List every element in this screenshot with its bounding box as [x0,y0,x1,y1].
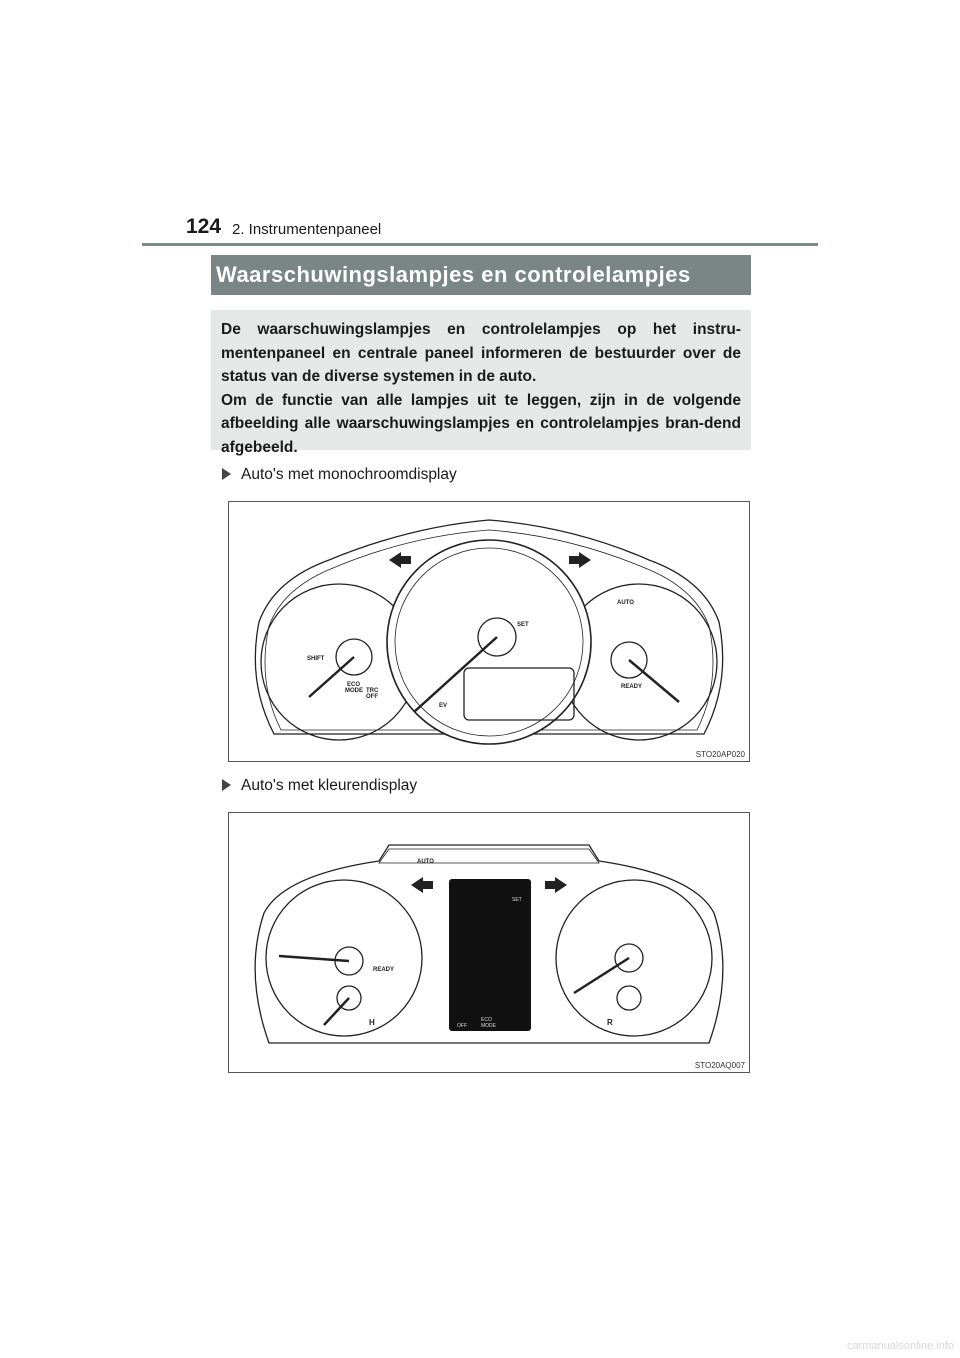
label-mode: MODE [345,688,363,694]
label-mode: MODE [481,1023,496,1029]
figure-code: STO20AP020 [695,750,745,759]
figure-code: STO20AQ007 [694,1061,745,1070]
label-ready: READY [373,967,395,973]
header-rule [142,243,818,246]
figure-monochrome-cluster [228,501,750,762]
label-set: SET [512,897,522,903]
page-number: 124 [186,215,222,238]
left-needle [279,956,349,961]
left-gauge [266,880,422,1036]
triangle-bullet-icon [222,779,231,791]
label-r: R [607,1018,613,1027]
left-lower-needle [324,998,349,1025]
label-eco: ECO [481,1017,492,1023]
turn-left-arrow-icon [411,877,433,893]
turn-right-arrow-icon [569,552,591,568]
top-strip [379,849,599,863]
caption-text: Auto's met kleurendisplay [241,777,418,794]
right-needle [574,958,629,993]
label-shift: SHIFT [307,656,325,662]
intro-paragraph-2: Om de functie van alle lampjes uit te leggen, zijn in de volgende afbeelding alle waarschuwingslampjes en controlelampjes bran-dend afgebeeld. [221,391,741,456]
label-off: OFF [457,1023,467,1029]
chapter-title: 2. Instrumentenpaneel [232,221,382,238]
cluster-illustration [229,813,749,1072]
turn-left-arrow-icon [389,552,411,568]
turn-right-arrow-icon [545,877,567,893]
label-set: SET [517,622,529,628]
intro-paragraph-1: De waarschuwingslampjes en controlelampjes op het instru-mentenpaneel en centrale paneel informeren de bestuurder over de status van de diverse systemen in de auto. [221,321,741,385]
label-auto: AUTO [617,600,634,606]
section-title: Waarschuwingslampjes en controlelampjes [211,255,751,295]
watermark: carmanualsonline.info [846,1340,954,1352]
figure-caption-monochrome [222,466,457,484]
intro-box [211,310,751,456]
figure-caption-color [222,777,417,795]
label-eco: ECO [347,682,361,688]
label-ready: READY [621,684,643,690]
right-gauge [556,880,712,1036]
label-trc: TRC [366,688,379,694]
center-gauge [387,540,591,744]
label-off: OFF [366,694,378,700]
figure-color-cluster [228,812,750,1073]
right-lower-hub [617,986,641,1010]
label-h: H [369,1018,375,1027]
right-needle [629,660,679,702]
cluster-illustration [229,502,749,761]
label-auto: AUTO [417,859,434,865]
label-ev: EV [439,703,448,709]
triangle-bullet-icon [222,468,231,480]
caption-text: Auto's met monochroomdisplay [241,466,457,483]
